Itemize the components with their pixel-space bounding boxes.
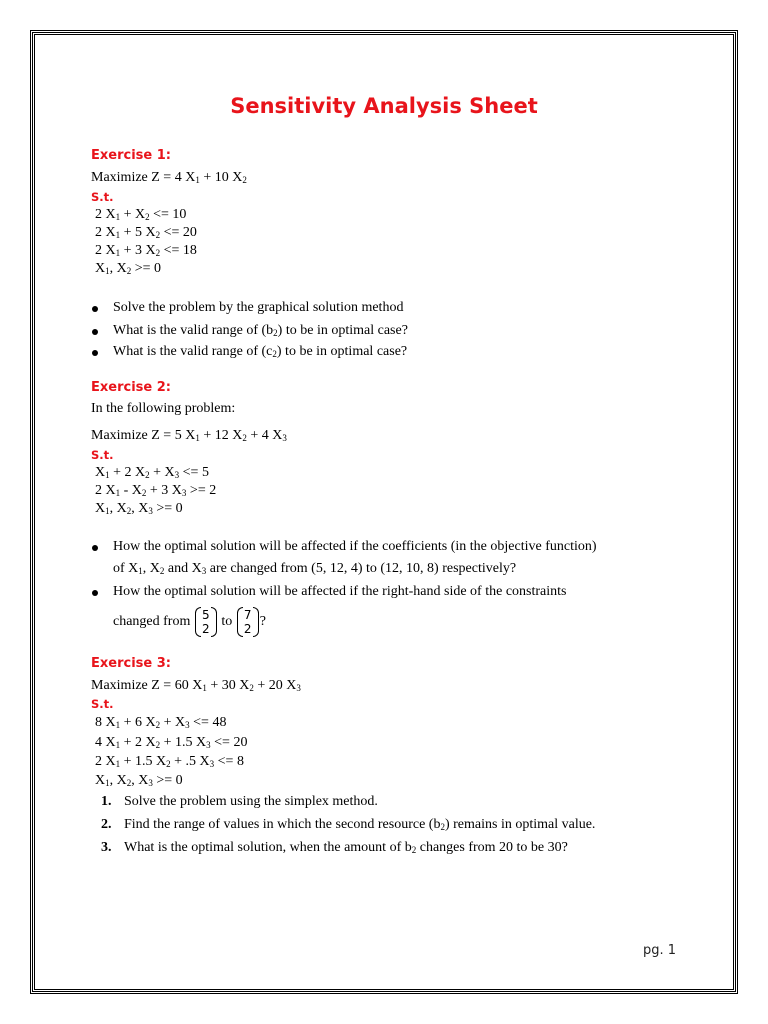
ex2-question-1-line-2: of $X_1$, $X_2$ and $X_3$ are changed from (5, 12, 4) to (12, 10, 8) respectively?	[113, 561, 517, 576]
ex1-constraint-2: 2 $X_1 + 5$ $X_2 <= 20$	[95, 225, 197, 240]
bullet-icon	[92, 329, 98, 335]
ex3-objective: Maximize Z = 60 $X_1 + 30$ $X_2 + 20$ $X_3$	[91, 678, 301, 693]
rhs-from-vector: 5 2	[195, 607, 217, 637]
ex2-objective: Maximize Z = 5 $X_1 + 12$ $X_2 + 4$ $X_3$	[91, 428, 287, 443]
ex1-question-1: Solve the problem by the graphical solution method	[113, 300, 404, 315]
exercise-2-heading: Exercise 2:	[91, 380, 171, 395]
bullet-icon	[92, 350, 98, 356]
ex2-question-2-line-2: changed from 5 2 to 7 2 ?	[113, 608, 266, 636]
ex3-item-1: Solve the problem using the simplex method.	[124, 794, 378, 809]
ex2-st-label: S.t.	[91, 448, 114, 462]
ex3-constraint-1: 8 $X_1 + 6$ $X_2 + X_3 <= 48$	[95, 715, 227, 730]
ex1-st-label: S.t.	[91, 190, 114, 204]
exercise-1-heading: Exercise 1:	[91, 148, 171, 163]
ex3-nonnegativity: $X_1$, $X_2$, $X_3 >= 0$	[95, 773, 183, 788]
ex1-constraint-3: 2 $X_1 + 3$ $X_2 <= 18$	[95, 243, 197, 258]
ex3-st-label: S.t.	[91, 697, 114, 711]
ex2-constraint-1: $X_1 + 2$ $X_2 + X_3 <= 5$	[95, 465, 209, 480]
ex3-item-2: Find the range of values in which the second resource $(b_2)$ remains in optimal value.	[124, 817, 596, 832]
bullet-icon	[92, 590, 98, 596]
exercise-3-heading: Exercise 3:	[91, 656, 171, 671]
ex1-constraint-1: 2 $X_1 + X_2 <= 10$	[95, 207, 187, 222]
ex1-nonnegativity: $X_1$, $X_2 >= 0$	[95, 261, 162, 276]
ex3-item-3: What is the optimal solution, when the amount of $b_2$ changes from 20 to be 30?	[124, 840, 568, 855]
ex1-objective: Maximize Z = 4 $X_1 + 10$ $X_2$	[91, 170, 247, 185]
bullet-icon	[92, 545, 98, 551]
ex1-question-3: What is the valid range of $(c_2)$ to be in optimal case?	[113, 344, 408, 359]
ex2-question-1-line-1: How the optimal solution will be affected if the coefficients (in the objective function)	[113, 539, 597, 554]
ex3-constraint-3: 2 $X_1 + 1.5$ $X_2 + .5$ $X_3 <= 8$	[95, 754, 244, 769]
ex2-nonnegativity: $X_1$, $X_2$, $X_3 >= 0$	[95, 501, 183, 516]
bullet-icon	[92, 306, 98, 312]
ex3-constraint-2: 4 $X_1 + 2$ $X_2 + 1.5$ $X_3 <= 20$	[95, 735, 248, 750]
ex3-item-2-number: 2.	[101, 817, 112, 832]
ex3-item-1-number: 1.	[101, 794, 112, 809]
ex2-constraint-2: 2 $X_1 - X_2 + 3$ $X_3 >= 2$	[95, 483, 217, 498]
ex3-item-3-number: 3.	[101, 840, 112, 855]
page-number: pg. 1	[643, 943, 677, 958]
rhs-to-vector: 7 2	[237, 607, 259, 637]
ex2-question-2-line-1: How the optimal solution will be affected if the right-hand side of the constraints	[113, 584, 567, 599]
page-title: Sensitivity Analysis Sheet	[230, 94, 538, 118]
ex1-question-2: What is the valid range of $(b_2)$ to be in optimal case?	[113, 323, 408, 338]
ex2-intro: In the following problem:	[91, 401, 236, 416]
